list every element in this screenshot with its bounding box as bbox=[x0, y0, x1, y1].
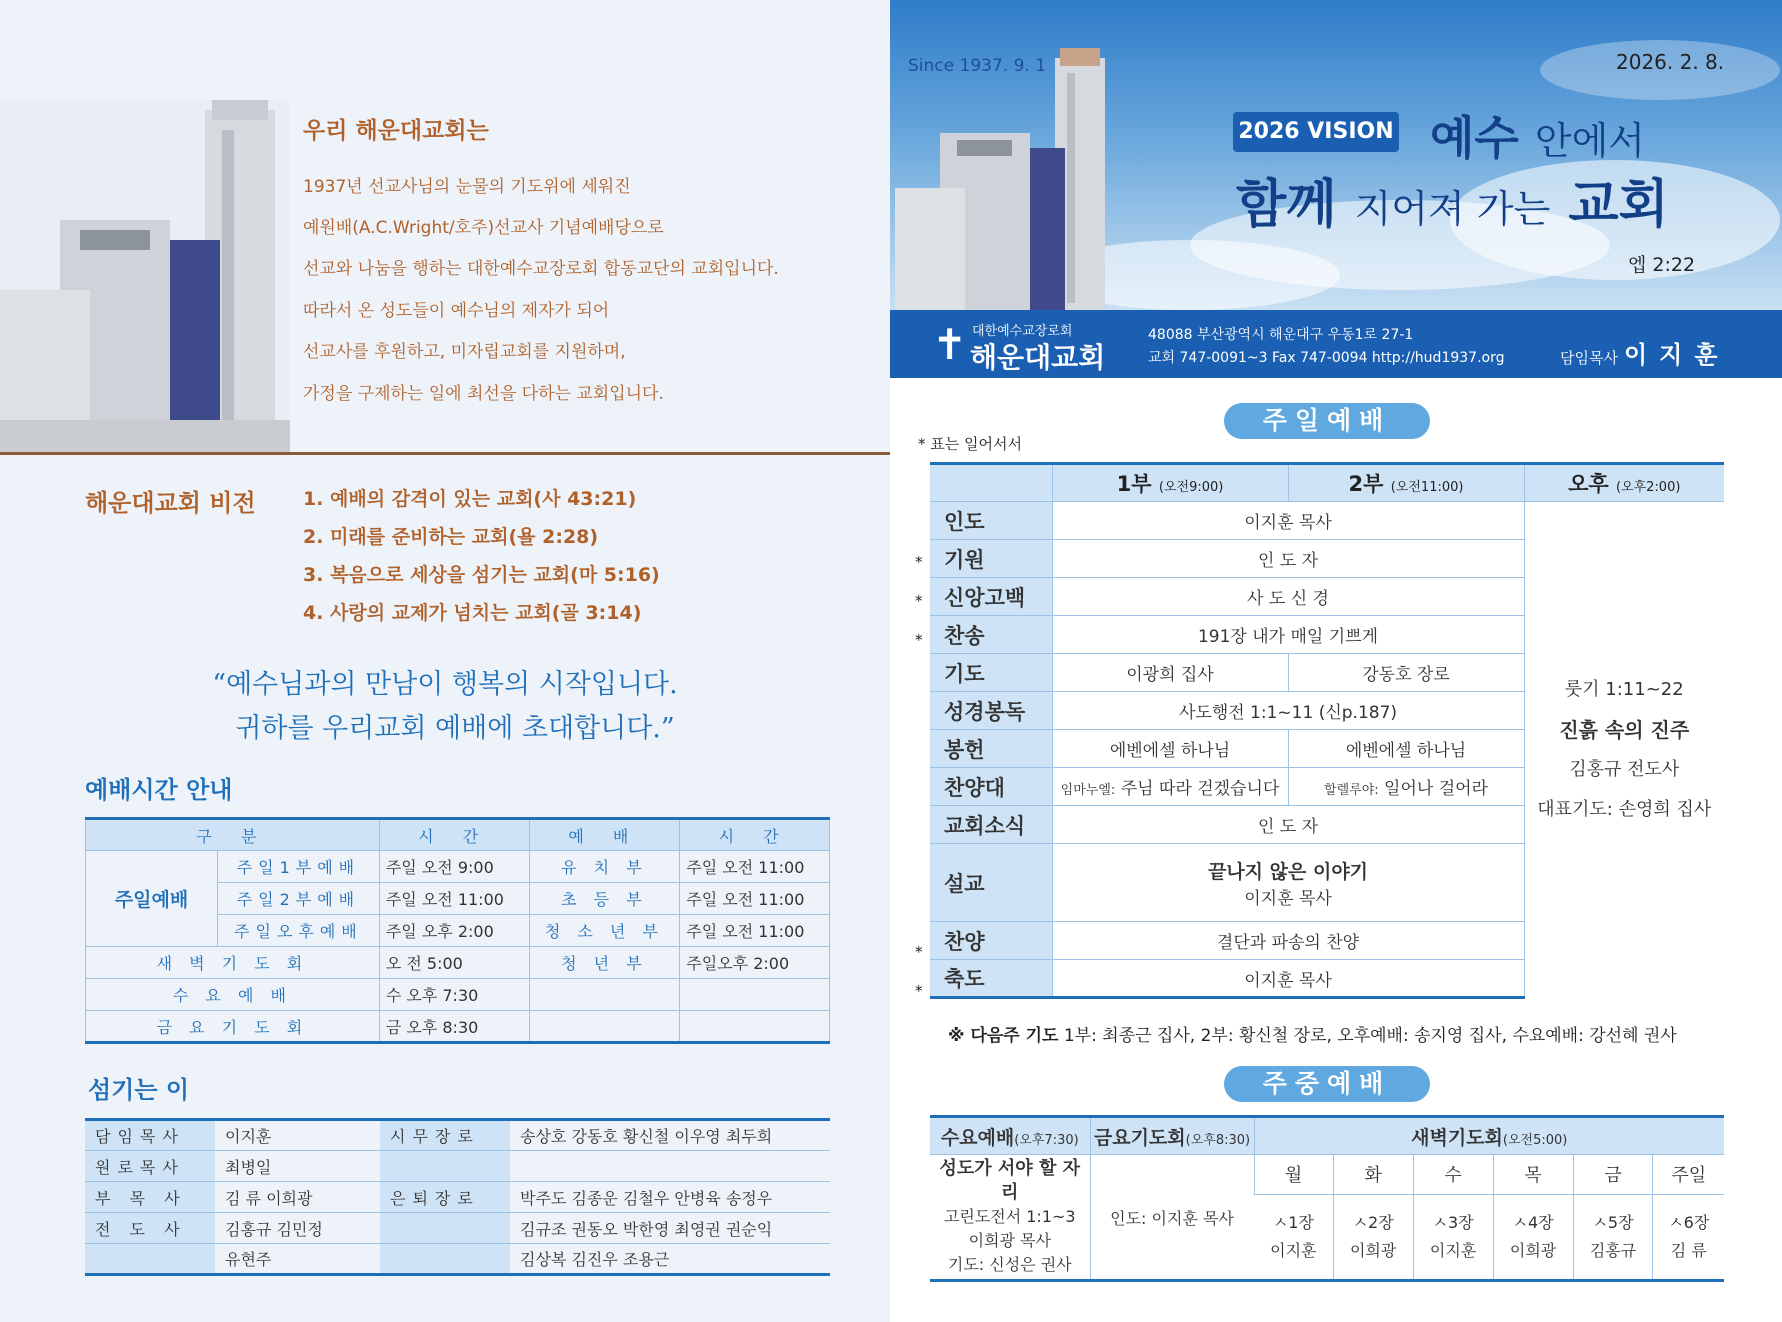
service-name: 주일오후예배 bbox=[218, 915, 380, 947]
dept-time bbox=[680, 979, 830, 1011]
order-content bbox=[1052, 844, 1524, 922]
service-name: 금 요 기 도 회 bbox=[86, 1011, 380, 1043]
order-role: 신앙고백 bbox=[930, 578, 1052, 616]
next-week-text: 1부: 최종근 집사, 2부: 황신철 장로, 오후예배: 송지영 집사, 수요예배: 강선혜 권사 bbox=[1063, 1026, 1677, 1046]
dawn-cell: ㅅ4장 이희광 bbox=[1493, 1194, 1573, 1280]
dawn-day: 월 bbox=[1254, 1155, 1333, 1195]
servant-role: 시무장로 bbox=[380, 1120, 510, 1151]
dept-time: 주일 오전 11:00 bbox=[680, 915, 830, 947]
slogan-line1 bbox=[1430, 102, 1645, 168]
friday-leader: 인도: 이지훈 목사 bbox=[1090, 1155, 1254, 1281]
col-dawn: 새벽기도회(오전5:00) bbox=[1254, 1117, 1724, 1155]
order-content: 임마누엘: 주님 따라 걷겠습니다 bbox=[1052, 768, 1288, 806]
intro-line: 가정을 구제하는 일에 최선을 다하는 교회입니다. bbox=[303, 384, 664, 404]
sunday-order-table bbox=[930, 462, 1724, 999]
intro-line: 선교사를 후원하고, 미자립교회를 지원하며, bbox=[303, 342, 626, 362]
servants-table bbox=[85, 1118, 830, 1276]
servant-names: 김홍규 김민정 bbox=[215, 1213, 380, 1244]
order-content: 이지훈 목사 bbox=[1052, 960, 1524, 998]
dawn-cell: ㅅ6장 김 류 bbox=[1653, 1194, 1724, 1280]
sermon-title: 끝나지 않은 이야기 bbox=[1207, 860, 1369, 883]
vision-item: 1. 예배의 감격이 있는 교회(사 43:21) bbox=[303, 488, 637, 510]
order-role: 설교 bbox=[930, 844, 1052, 922]
col-2nd-service: 2부 (오전11:00) bbox=[1288, 464, 1524, 502]
service-name: 수 요 예 배 bbox=[86, 979, 380, 1011]
vision-item: 3. 복음으로 세상을 섬기는 교회(마 5:16) bbox=[303, 564, 660, 586]
wed-preacher: 이희광 목사 bbox=[968, 1231, 1051, 1250]
order-content: 강동호 장로 bbox=[1288, 654, 1524, 692]
next-week-label: ※ 다음주 기도 bbox=[948, 1026, 1059, 1046]
vision-item: 2. 미래를 준비하는 교회(욜 2:28) bbox=[303, 526, 599, 548]
standing-mark: * bbox=[915, 592, 923, 610]
dawn-cell: ㅅ1장 이지훈 bbox=[1254, 1194, 1333, 1280]
service-time: 주일 오후 2:00 bbox=[379, 915, 529, 947]
servant-names: 김상복 김진우 조용근 bbox=[510, 1244, 830, 1275]
standing-mark: * bbox=[915, 943, 923, 961]
col-header: 구 분 bbox=[86, 819, 380, 851]
cross-icon: ✝ bbox=[932, 320, 968, 369]
order-content: 이지훈 목사 bbox=[1052, 502, 1524, 540]
invitation-quote-line2: 귀하를 우리교회 예배에 초대합니다.” bbox=[235, 713, 675, 744]
order-content: 인 도 자 bbox=[1052, 540, 1524, 578]
dawn-cell: ㅅ2장 이희광 bbox=[1333, 1194, 1413, 1280]
col-afternoon-service: 오후 (오후2:00) bbox=[1524, 464, 1724, 502]
next-week-prayer bbox=[948, 1021, 1677, 1046]
dawn-day: 화 bbox=[1333, 1155, 1413, 1195]
vision-title: 해운대교회 비전 bbox=[85, 489, 256, 517]
dept-name bbox=[529, 979, 680, 1011]
order-content: 사 도 신 경 bbox=[1052, 578, 1524, 616]
dept-name: 청 년 부 bbox=[529, 947, 680, 979]
col-1st-service: 1부 (오전9:00) bbox=[1052, 464, 1288, 502]
col-friday: 금요기도회(오후8:30) bbox=[1090, 1117, 1254, 1155]
standing-note: * 표는 일어서서 bbox=[918, 435, 1022, 453]
dawn-cell: ㅅ3장 이지훈 bbox=[1413, 1194, 1493, 1280]
dept-time: 주일 오전 11:00 bbox=[680, 883, 830, 915]
dawn-day: 주일 bbox=[1653, 1155, 1724, 1195]
slogan-word: 예수 bbox=[1430, 111, 1519, 165]
afternoon-prayer: 대표기도: 손영희 집사 bbox=[1537, 798, 1712, 820]
servant-role bbox=[380, 1244, 510, 1275]
service-name: 주일1부예배 bbox=[218, 851, 380, 883]
service-name: 주일2부예배 bbox=[218, 883, 380, 915]
servant-role bbox=[380, 1151, 510, 1182]
order-role: 축도 bbox=[930, 960, 1052, 998]
dawn-day: 수 bbox=[1413, 1155, 1493, 1195]
order-content: 이광희 집사 bbox=[1052, 654, 1288, 692]
intro-title: 우리 해운대교회는 bbox=[303, 118, 489, 144]
dept-time: 주일오후 2:00 bbox=[680, 947, 830, 979]
servant-names: 송상호 강동호 황신철 이우영 최두희 bbox=[510, 1120, 830, 1151]
section-divider bbox=[0, 452, 890, 455]
dept-time: 주일 오전 11:00 bbox=[680, 851, 830, 883]
servants-title: 섬기는 이 bbox=[88, 1076, 190, 1104]
servant-role: 전 도 사 bbox=[85, 1213, 215, 1244]
dawn-day: 금 bbox=[1573, 1155, 1653, 1195]
service-time: 수 오후 7:30 bbox=[379, 979, 529, 1011]
worship-schedule-table bbox=[85, 817, 830, 1044]
standing-mark: * bbox=[915, 982, 923, 1000]
dawn-day: 목 bbox=[1493, 1155, 1573, 1195]
order-content: 에벤에셀 하나님 bbox=[1052, 730, 1288, 768]
schedule-title: 예배시간 안내 bbox=[85, 776, 233, 804]
sunday-worship-title: 주일예배 bbox=[1224, 403, 1430, 439]
order-role: 봉헌 bbox=[930, 730, 1052, 768]
order-content: 191장 내가 매일 기쁘게 bbox=[1052, 616, 1524, 654]
servant-names bbox=[510, 1151, 830, 1182]
order-content: 에벤에셀 하나님 bbox=[1288, 730, 1524, 768]
col-wednesday: 수요예배(오후7:30) bbox=[930, 1117, 1090, 1155]
dept-name: 청 소 년 부 bbox=[529, 915, 680, 947]
afternoon-sermon: 진흙 속의 진주 bbox=[1559, 717, 1690, 742]
order-role: 성경봉독 bbox=[930, 692, 1052, 730]
service-time: 주일 오전 11:00 bbox=[379, 883, 529, 915]
dawn-cell: ㅅ5장 김홍규 bbox=[1573, 1194, 1653, 1280]
category-sunday: 주일예배 bbox=[86, 851, 218, 947]
church-address: 48088 부산광역시 해운대구 우동1로 27-1 bbox=[1148, 327, 1414, 343]
intro-line: 선교와 나눔을 행하는 대한예수교장로회 합동교단의 교회입니다. bbox=[303, 259, 779, 279]
standing-mark: * bbox=[915, 631, 923, 649]
order-role: 인도 bbox=[930, 502, 1052, 540]
intro-line: 1937년 선교사님의 눈물의 기도위에 세워진 bbox=[303, 177, 631, 197]
order-role: 기원 bbox=[930, 540, 1052, 578]
servant-names: 김규조 권동오 박한영 최영권 권순익 bbox=[510, 1213, 830, 1244]
slogan-word: 함께 bbox=[1236, 175, 1337, 235]
standing-mark: * bbox=[915, 553, 923, 571]
sermon-preacher: 이지훈 목사 bbox=[1244, 888, 1332, 909]
wednesday-info bbox=[930, 1155, 1090, 1281]
dept-time bbox=[680, 1011, 830, 1043]
service-name: 새 벽 기 도 회 bbox=[86, 947, 380, 979]
order-content: 할렐루야: 일어나 걸어라 bbox=[1288, 768, 1524, 806]
weekday-table bbox=[930, 1115, 1724, 1282]
afternoon-ref: 룻기 1:11~22 bbox=[1564, 678, 1684, 700]
dept-name bbox=[529, 1011, 680, 1043]
corner-cell bbox=[930, 464, 1052, 502]
dept-name: 초 등 부 bbox=[529, 883, 680, 915]
church-building-image bbox=[895, 48, 1115, 310]
service-time: 주일 오전 9:00 bbox=[379, 851, 529, 883]
order-role: 기도 bbox=[930, 654, 1052, 692]
servant-role: 담임목사 bbox=[85, 1120, 215, 1151]
servant-role bbox=[85, 1244, 215, 1275]
order-role: 찬송 bbox=[930, 616, 1052, 654]
wed-prayer: 기도: 신성은 권사 bbox=[947, 1255, 1072, 1274]
denomination-name: 대한예수교장로회 bbox=[972, 324, 1073, 339]
vision-item: 4. 사랑의 교제가 넘치는 교회(골 3:14) bbox=[303, 602, 642, 624]
dept-name: 유 치 부 bbox=[529, 851, 680, 883]
servant-names: 최병일 bbox=[215, 1151, 380, 1182]
wed-ref: 고린도전서 1:1~3 bbox=[943, 1207, 1076, 1226]
bulletin-date: 2026. 2. 8. bbox=[1616, 50, 1725, 74]
invitation-quote-line1: “예수님과의 만남이 행복의 시작입니다. bbox=[212, 669, 678, 700]
pastor-label: 담임목사 bbox=[1560, 349, 1618, 367]
slogan-line2 bbox=[1236, 162, 1669, 237]
vision-badge: 2026 VISION bbox=[1233, 112, 1399, 152]
church-contact: 교회 747-0091~3 Fax 747-0094 http://hud1937.org bbox=[1148, 350, 1505, 366]
servant-names: 이지훈 bbox=[215, 1120, 380, 1151]
pastor-name: 이지훈 bbox=[1623, 341, 1730, 369]
order-role: 찬양대 bbox=[930, 768, 1052, 806]
service-time: 금 오후 8:30 bbox=[379, 1011, 529, 1043]
servant-names: 박주도 김종운 김철우 안병육 송정우 bbox=[510, 1182, 830, 1213]
afternoon-preacher: 김홍규 전도사 bbox=[1569, 758, 1680, 780]
senior-pastor bbox=[1560, 335, 1730, 370]
order-content: 결단과 파송의 찬양 bbox=[1052, 922, 1524, 960]
order-role: 교회소식 bbox=[930, 806, 1052, 844]
church-building-image bbox=[0, 100, 290, 455]
intro-line: 예원배(A.C.Wright/호주)선교사 기념예배당으로 bbox=[303, 218, 664, 238]
order-content: 인 도 자 bbox=[1052, 806, 1524, 844]
slogan-word: 지어져 가는 bbox=[1354, 187, 1551, 231]
order-role: 찬양 bbox=[930, 922, 1052, 960]
servant-role: 원로목사 bbox=[85, 1151, 215, 1182]
afternoon-service-info bbox=[1524, 502, 1724, 998]
slogan-word: 안에서 bbox=[1534, 119, 1646, 163]
servant-names: 김 류 이희광 bbox=[215, 1182, 380, 1213]
service-time: 오 전 5:00 bbox=[379, 947, 529, 979]
servant-role: 은퇴장로 bbox=[380, 1182, 510, 1213]
col-header: 시 간 bbox=[379, 819, 529, 851]
servant-names: 유현주 bbox=[215, 1244, 380, 1275]
col-header: 시 간 bbox=[680, 819, 830, 851]
slogan-reference: 엡 2:22 bbox=[1628, 254, 1696, 276]
wed-sermon-title: 성도가 서야 할 자리 bbox=[939, 1158, 1080, 1203]
church-name: 해운대교회 bbox=[970, 341, 1106, 374]
col-header: 예 배 bbox=[529, 819, 680, 851]
weekday-worship-title: 주중예배 bbox=[1224, 1066, 1430, 1102]
since-date: Since 1937. 9. 1 bbox=[908, 56, 1047, 76]
slogan-word: 교회 bbox=[1568, 175, 1669, 235]
servant-role bbox=[380, 1213, 510, 1244]
servant-role: 부 목 사 bbox=[85, 1182, 215, 1213]
intro-line: 따라서 온 성도들이 예수님의 제자가 되어 bbox=[303, 301, 610, 321]
order-content: 사도행전 1:1~11 (신p.187) bbox=[1052, 692, 1524, 730]
